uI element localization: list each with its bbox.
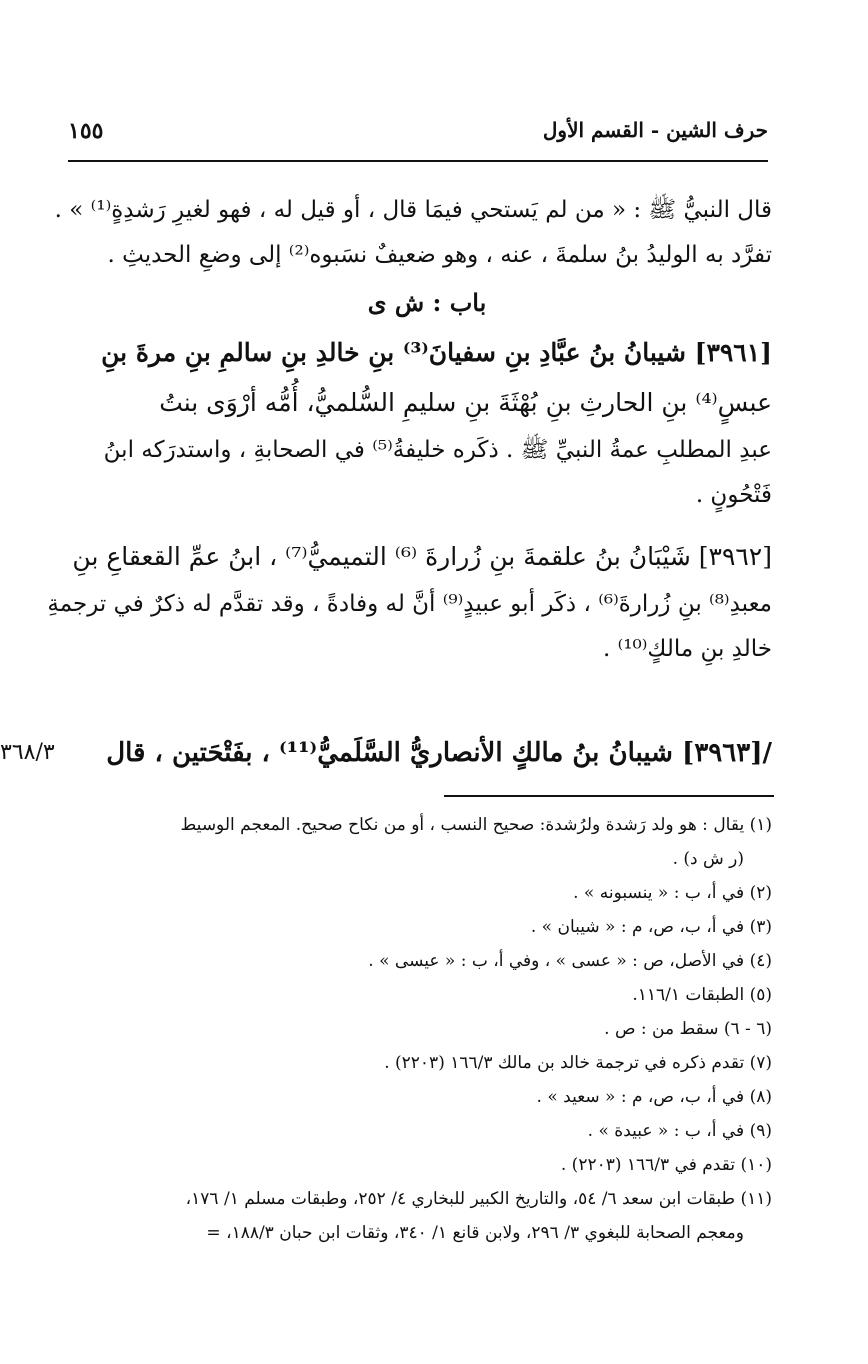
entry-3962-line: [٣٩٦٢] شَيْبَانُ بنُ علقمةَ بنِ زُرارةَ ⁽⁶⁾ التميميُّ⁽⁷⁾ ، ابنُ عمِّ القعقاعِ بنِ [72,542,772,571]
page-header [68,118,768,152]
footnote: (٧) تقدم ذكره في ترجمة خالد بن مالك ١٦٦/٣ (٢٢٠٣) . [384,1053,772,1073]
spacer [82,518,772,532]
entry-3962-line: معبدِ⁽⁸⁾ بنِ زُرارةَ⁽⁶⁾ ، ذكَر أبو عبيدٍ⁽⁹⁾ أنَّ له وفادةً ، وقد تقدَّم له ذكرٌ في ترجمةِ [47,591,772,617]
running-title: حرف الشين - القسم الأول [542,118,768,142]
entry-3963-line: /[٣٩٦٣] شيبانُ بنُ مالكٍ الأنصاريُّ السَّلَميُّ⁽¹¹⁾ ، بفَتْحَتين ، قال [106,738,772,768]
entry-3963 [0,728,868,778]
entry-3961-line: [٣٩٦١] شيبانُ بنُ عبَّادِ بنِ سفيانَ⁽³⁾ بنِ خالدِ بنِ سالمِ بنِ مرةَ بنِ [101,338,772,367]
footnote: (٩) في أ، ب : « عبيدة » . [587,1121,772,1141]
footnote: (٣) في أ، ب، ص، م : « شيبان » . [530,917,772,937]
footnote: (٢) في أ، ب : « ينسبونه » . [573,883,772,903]
footnote: (١٠) تقدم في ١٦٦/٣ (٢٢٠٣) . [560,1155,772,1175]
footnote: ومعجم الصحابة للبغوي ٣/ ٢٩٦، ولابن قانع ١/ ٣٤٠، وثقات ابن حبان ١٨٨/٣، = [206,1223,744,1243]
text-line: تفرَّد به الوليدُ بنُ سلمةَ ، عنه ، وهو ضعيفٌ نسَبوه⁽²⁾ إلى وضعِ الحديثِ . [107,242,772,268]
header-rule [68,160,768,162]
main-text [47,188,772,672]
entry-3962-line: خالدِ بنِ مالكٍ⁽¹⁰⁾ . [603,636,772,662]
footnote: (ر ش د) . [672,849,744,869]
entry-3961-line: عبسٍ⁽⁴⁾ بنِ الحارثِ بنِ بُهْثَةَ بنِ سليمِ السُّلميُّ، أُمُّه أرْوَى بنتُ [159,388,772,417]
margin-reference: ٣٦٨/٣ [0,740,55,765]
entry-3961-line: عبدِ المطلبِ عمةُ النبيِّ ﷺ . ذكَره خليفةُ⁽⁵⁾ في الصحابةِ ، واستدرَكه ابنُ [103,437,772,463]
footnote: (٥) الطبقات ١١٦/١. [632,985,772,1005]
text-line: قال النبيُّ ﷺ : « من لم يَستحي فيمَا قال ، أو قيل له ، فهو لغيرِ رَشدِةٍ⁽¹⁾ » . [54,197,772,223]
footnote-rule [444,795,774,797]
page-number: ١٥٥ [68,118,104,144]
bab-heading: باب : ش ى [367,288,487,317]
entry-3961-line: فَتْحُونٍ . [695,482,772,508]
footnote: (٤) في الأصل، ص : « عسى » ، وفي أ، ب : « عيسى » . [368,951,772,971]
footnote: (٨) في أ، ب، ص، م : « سعيد » . [536,1087,772,1107]
footnotes [72,808,772,1250]
footnote: (١) يقال : هو ولد رَشدة ولرُشدة: صحيح النسب ، أو من نكاح صحيح. المعجم الوسيط [180,815,772,835]
footnote: (١١) طبقات ابن سعد ٦/ ٥٤، والتاريخ الكبير للبخاري ٤/ ٢٥٢، وطبقات مسلم ١/ ١٧٦، [185,1189,772,1209]
footnote: (٦ - ٦) سقط من : ص . [604,1019,772,1039]
